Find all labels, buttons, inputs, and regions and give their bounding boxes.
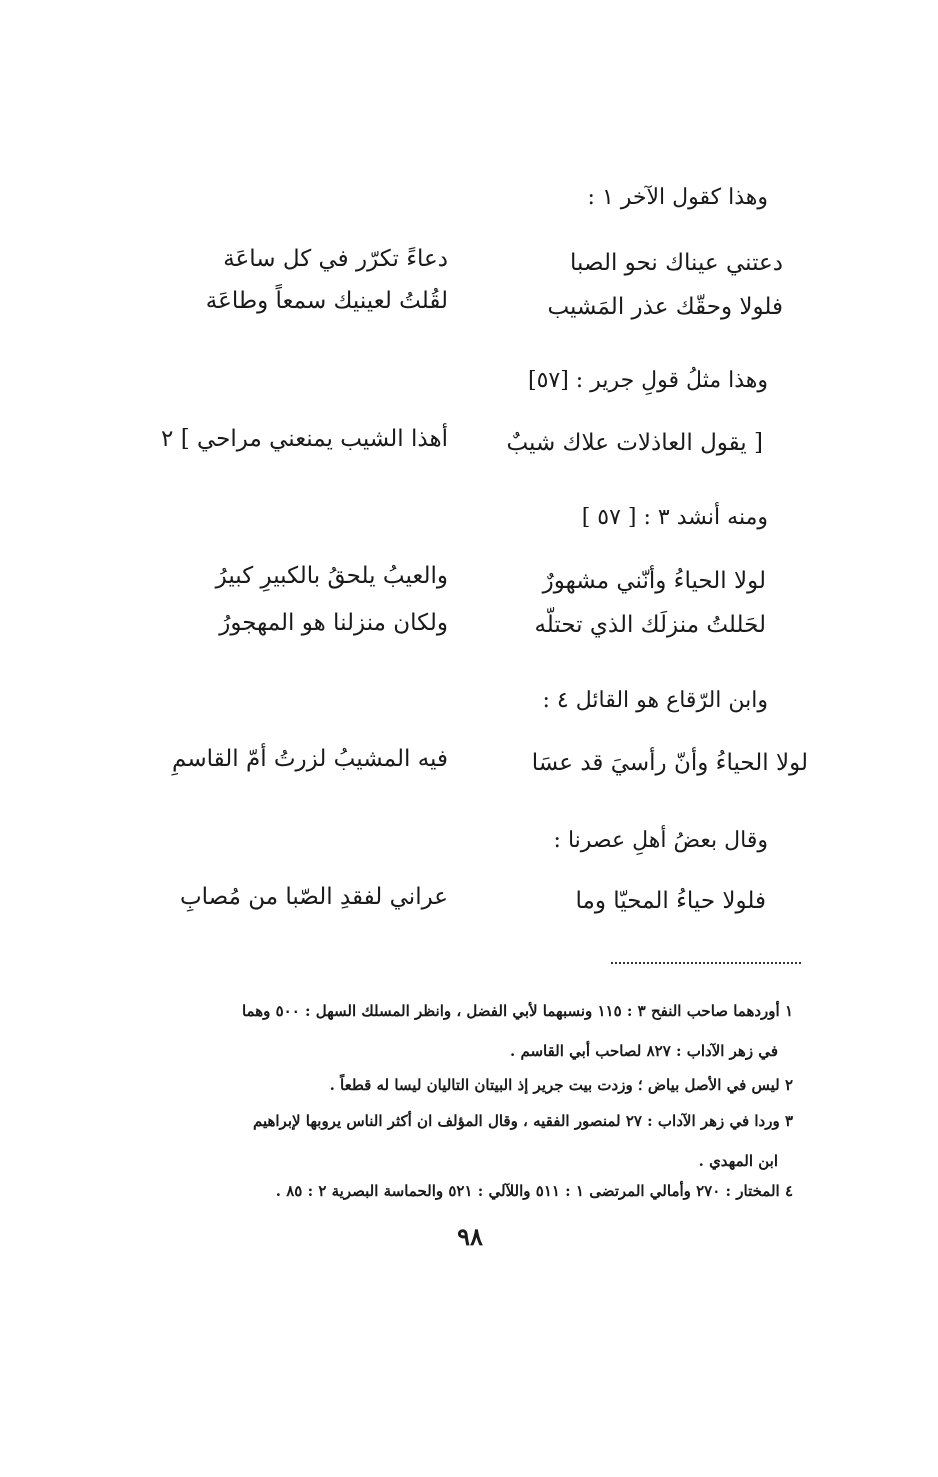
intro-line-3: ومنه أنشد ٣ : [ ٥٧ ] bbox=[581, 505, 768, 530]
footnote-divider bbox=[611, 962, 801, 964]
verse-5-second-hemistich: عراني لفقدِ الصّبا من مُصابِ bbox=[179, 884, 448, 910]
footnote-2: ٢ ليس في الأصل بياض ؛ وزدت بيت جرير إذ البيتان التاليان ليسا له قطعاً . bbox=[329, 1076, 793, 1094]
verse-2-second-hemistich: أهذا الشيب يمنعني مراحي ] ٢ bbox=[161, 426, 448, 452]
verse-3a-first-hemistich: لولا الحياءُ وأنّني مشهورٌ bbox=[542, 568, 766, 594]
footnote-4: ٤ المختار : ٢٧٠ وأمالي المرتضى ١ : ٥١١ واللآلي : ٥٢١ والحماسة البصرية ٢ : ٨٥ . bbox=[275, 1182, 793, 1200]
page-number: ٩٨ bbox=[457, 1222, 483, 1251]
footnote-1-line-1: ١ أوردهما صاحب النفح ٣ : ١١٥ ونسبهما لأبي الفضل ، وانظر المسلك السهل : ٥٠٠ وهما bbox=[241, 1002, 793, 1020]
intro-line-1: وهذا كقول الآخر ١ : bbox=[587, 185, 768, 210]
footnote-1-line-2: في زهر الآداب : ٨٢٧ لصاحب أبي القاسم . bbox=[510, 1042, 778, 1060]
verse-1a-first-hemistich: دعتني عيناك نحو الصبا bbox=[570, 250, 783, 276]
footnote-3-line-1: ٣ وردا في زهر الآداب : ٢٧ لمنصور الفقيه ، وقال المؤلف ان أكثر الناس يروبها لإبراهيم bbox=[252, 1112, 793, 1130]
verse-3b-second-hemistich: ولكان منزلنا هو المهجورُ bbox=[219, 610, 448, 636]
verse-4-first-hemistich: لولا الحياءُ وأنّ رأسيَ قد عسَا bbox=[531, 750, 808, 776]
verse-4-second-hemistich: فيه المشيبُ لزرتُ أمّ القاسمِ bbox=[172, 746, 448, 772]
verse-5-first-hemistich: فلولا حياءُ المحيّا وما bbox=[575, 888, 766, 914]
verse-1b-second-hemistich: لقُلتُ لعينيك سمعاً وطاعَة bbox=[205, 288, 448, 314]
verse-3b-first-hemistich: لحَللتُ منزلَك الذي تحتلّه bbox=[534, 612, 766, 638]
footnote-3-line-2: ابن المهدي . bbox=[698, 1152, 778, 1170]
verse-2-first-hemistich: [ يقول العاذلات علاك شيبٌ bbox=[506, 430, 763, 456]
verse-1b-first-hemistich: فلولا وحقّك عذر المَشيب bbox=[547, 294, 783, 320]
verse-3a-second-hemistich: والعيبُ يلحقُ بالكبيرِ كبيرُ bbox=[215, 563, 448, 589]
intro-line-2: وهذا مثلُ قولِ جرير : [٥٧] bbox=[527, 368, 768, 393]
intro-line-5: وقال بعضُ أهلِ عصرنا : bbox=[553, 828, 768, 853]
intro-line-4: وابن الرّقاع هو القائل ٤ : bbox=[542, 688, 768, 713]
verse-1a-second-hemistich: دعاءً تكرّر في كل ساعَة bbox=[223, 246, 448, 272]
